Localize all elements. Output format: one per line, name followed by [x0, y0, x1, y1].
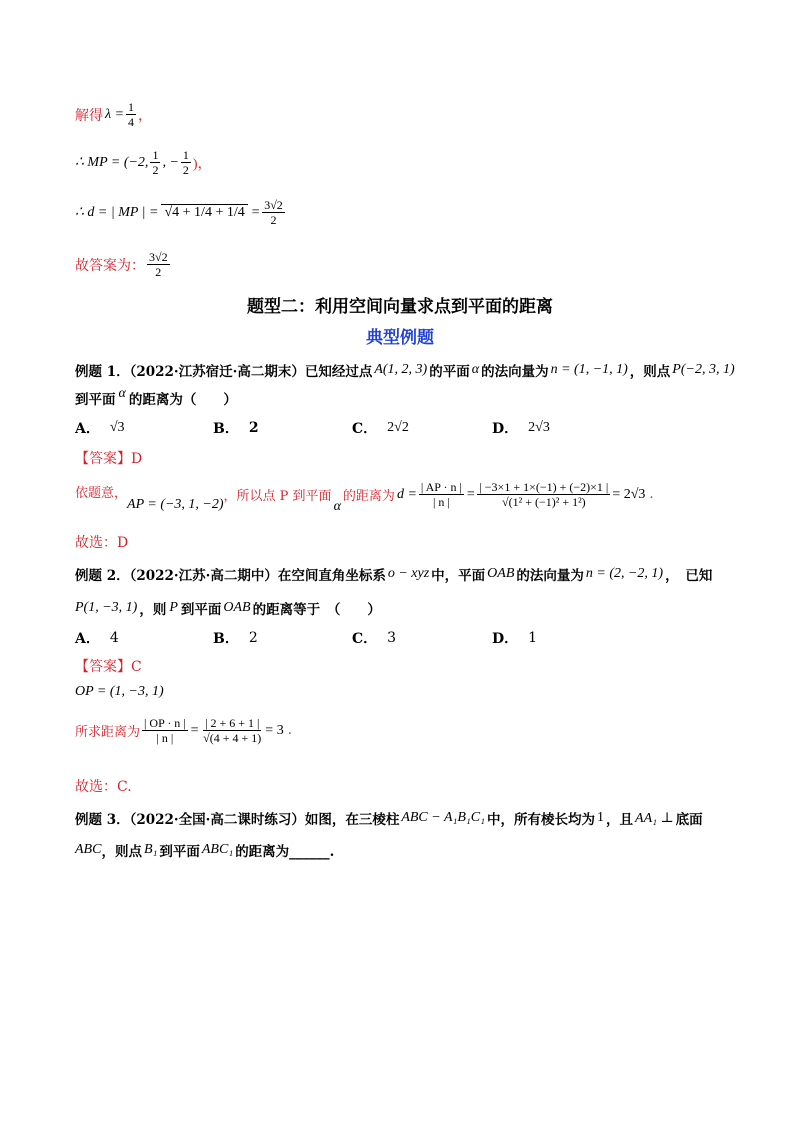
ex2-frac2: [201, 716, 263, 745]
ex2-head: 例题 2．（2022·江苏·高二期中）在空间直角坐标系: [75, 568, 386, 584]
mp-end: )，: [192, 156, 212, 172]
ex3-line2a: ，则点: [101, 844, 142, 860]
ex1-alpha-2: α: [118, 386, 126, 401]
ex3-question-line2: [75, 840, 334, 860]
ex1-alpha: α: [471, 362, 480, 377]
ex2-frac1: [142, 716, 188, 745]
ex3-mid3: 底面: [675, 812, 703, 828]
ex1-choose: 故选：D: [75, 535, 129, 551]
choice-label: C．: [352, 421, 378, 437]
choice-value: √3: [109, 420, 125, 435]
ex1-sol-pre: 依题意，: [75, 486, 128, 501]
ex2-sol-result: = 3: [265, 722, 284, 738]
choice-value: 4: [109, 630, 119, 646]
ex2-op-line: [75, 684, 164, 700]
ex2-normal-vector: n = (2, −2, 1): [585, 566, 664, 581]
d-num: 3√2: [264, 198, 283, 212]
ex1-sol-end: .: [649, 487, 654, 502]
mp-frac1: [150, 148, 160, 177]
ex1-solution: [75, 480, 654, 514]
ex1-answer: 【答案】D: [75, 451, 143, 467]
ex2-sol-eq: =: [189, 722, 200, 738]
ex3-question-line1: [75, 808, 703, 828]
ex3-len: 1: [597, 810, 605, 825]
ex1-mid1: 的平面: [429, 364, 470, 380]
section-title: 题型二：利用空间向量求点到平面的距离: [247, 297, 553, 317]
solve-expr: λ =: [105, 106, 125, 122]
ex2-coord: o − xyz: [387, 566, 430, 581]
answer-den: 2: [155, 265, 162, 279]
ex1-f2-num: | −3×1 + 1×(−1) + (−2)×1 |: [479, 480, 609, 494]
ex2-p: P: [169, 600, 178, 615]
choice-label: A．: [75, 421, 100, 437]
ex2-mid1: 中，平面: [431, 568, 486, 584]
ex1-sol-alpha: α: [333, 498, 341, 514]
ex1-sol-dist: 的距离为: [342, 489, 395, 504]
ex1-line2b: 的距离为（ ）: [128, 392, 237, 408]
mp-mid: , −: [162, 154, 179, 170]
choice-value: 1: [528, 630, 538, 646]
solve-fraction: [126, 100, 136, 129]
choice-label: B．: [213, 421, 239, 437]
ex1-f1-den: | n |: [433, 495, 450, 509]
ex1-mid3: ，则点: [629, 364, 671, 380]
ex2-f1-den: | n |: [156, 731, 174, 745]
choice-label: B．: [213, 631, 239, 647]
ex2-choice-c[interactable]: [352, 628, 396, 648]
ex2-choose: 故选：C.: [75, 779, 132, 795]
ex2-choice-a[interactable]: [75, 628, 119, 648]
ex3-mid1: 中，所有棱长均为: [487, 812, 596, 828]
ex3-mid2: ，且: [606, 812, 634, 828]
choice-value: 2√3: [528, 420, 550, 435]
ex2-solution: [75, 716, 292, 745]
ex3-line2c: 的距离为______.: [235, 844, 335, 860]
ex2-choice-d[interactable]: [492, 628, 537, 648]
ex1-head: 例题 1．（2022·江苏宿迁·高二期末）已知经过点: [75, 364, 373, 380]
ex2-f2-num: | 2 + 6 + 1 |: [205, 716, 260, 730]
ex2-sol-end: .: [287, 723, 292, 738]
ex1-choice-b[interactable]: [213, 418, 259, 438]
ex1-sol-result: = 2√3: [612, 486, 646, 502]
choice-value: 2: [248, 630, 258, 646]
ex3-prism: ABC − A₁B₁C₁: [401, 810, 486, 825]
ex2-plane: OAB: [487, 566, 515, 581]
answer-line: [75, 250, 172, 279]
answer-label: 故答案为：: [75, 257, 145, 274]
ex2-f2-den: √(4 + 4 + 1): [203, 731, 262, 745]
d-line: [75, 198, 287, 227]
choice-value: 2: [248, 420, 259, 436]
ex1-point-p: P(−2, 3, 1): [672, 362, 735, 377]
ex1-normal-vector: n = (1, −1, 1): [550, 362, 628, 377]
ex1-frac1: [419, 480, 464, 509]
d-root: √4 + 1/4 + 1/4: [161, 204, 247, 221]
section-subtitle: 典型例题: [366, 328, 434, 348]
choice-label: D．: [492, 631, 519, 647]
ex1-mid2: 的法向量为: [481, 364, 549, 380]
ex3-abc: ABC: [75, 842, 102, 857]
d-expr: ∴ d = | MP | =: [75, 205, 159, 220]
ex2-plane2: OAB: [223, 600, 251, 615]
mp-den2: 2: [182, 163, 189, 177]
mp-num2: 1: [182, 148, 189, 162]
choice-label: A．: [75, 631, 100, 647]
solve-label: 解得: [75, 107, 103, 124]
ex1-sol-mid: ，所以点 P 到平面: [223, 489, 332, 504]
mp-expr: ∴ MP = (−2,: [75, 155, 149, 170]
d-eq: =: [250, 204, 261, 220]
ex3-abc1: ABC₁: [201, 842, 234, 857]
ex1-choice-a[interactable]: [75, 418, 125, 438]
ex2-choice-b[interactable]: [213, 628, 258, 648]
solve-den: 4: [128, 115, 135, 129]
ex2-question-line2: [75, 598, 381, 618]
choice-label: D．: [492, 421, 519, 437]
ex2-mid3: ， 已知: [665, 568, 713, 584]
ex1-line2a: 到平面: [75, 392, 116, 408]
mp-frac2: [181, 148, 191, 177]
ex3-head: 例题 3．（2022·全国·高二课时练习）如图，在三棱柱: [75, 812, 400, 828]
ex2-mid2: 的法向量为: [516, 568, 584, 584]
ex1-frac2: [477, 480, 610, 509]
ex1-f2-den: √(1² + (−1)² + 1²): [502, 495, 586, 509]
ex3-b1: B₁: [143, 842, 158, 857]
ex1-question-line2: [75, 388, 237, 408]
ex1-sol-eq: =: [465, 486, 476, 502]
choice-value: 2√2: [387, 420, 409, 435]
mp-line: [75, 148, 212, 177]
ex1-sol-d: d =: [396, 486, 417, 502]
answer-fraction: [147, 250, 170, 279]
ex2-f1-num: | OP · n |: [144, 716, 186, 730]
ex1-choice-d[interactable]: [492, 418, 550, 438]
solve-end: ，: [138, 107, 153, 124]
ex1-point-a: A(1, 2, 3): [374, 362, 428, 377]
answer-num: 3√2: [149, 250, 168, 264]
ex2-line2b: 到平面: [180, 602, 222, 618]
ex2-op: OP = (1, −3, 1): [75, 684, 164, 699]
ex3-line2b: 到平面: [159, 844, 200, 860]
ex2-point-p: P(1, −3, 1): [75, 600, 138, 615]
ex2-sol-pre: 所求距离为: [75, 725, 141, 740]
ex1-choice-c[interactable]: [352, 418, 409, 438]
d-root-content: 4 + 1/4 + 1/4: [172, 205, 245, 220]
solve-num: 1: [128, 100, 135, 114]
choice-label: C．: [352, 631, 378, 647]
solve-line: [75, 100, 152, 129]
ex1-f1-num: | AP · n |: [420, 480, 462, 494]
ex2-question-line1: [75, 564, 712, 584]
d-den: 2: [270, 213, 277, 227]
ex3-aa1: AA₁ ⊥: [635, 810, 674, 826]
mp-num1: 1: [152, 148, 159, 162]
ex2-line2c: 的距离等于 （ ）: [252, 602, 381, 618]
ex1-sol-ap: AP = (−3, 1, −2): [127, 496, 224, 512]
mp-den1: 2: [152, 163, 159, 177]
d-result: [262, 198, 285, 227]
ex2-line2a: ，则: [139, 602, 167, 618]
choice-value: 3: [387, 630, 397, 646]
ex2-answer: 【答案】C: [75, 659, 142, 675]
ex1-question-line1: [75, 360, 735, 380]
